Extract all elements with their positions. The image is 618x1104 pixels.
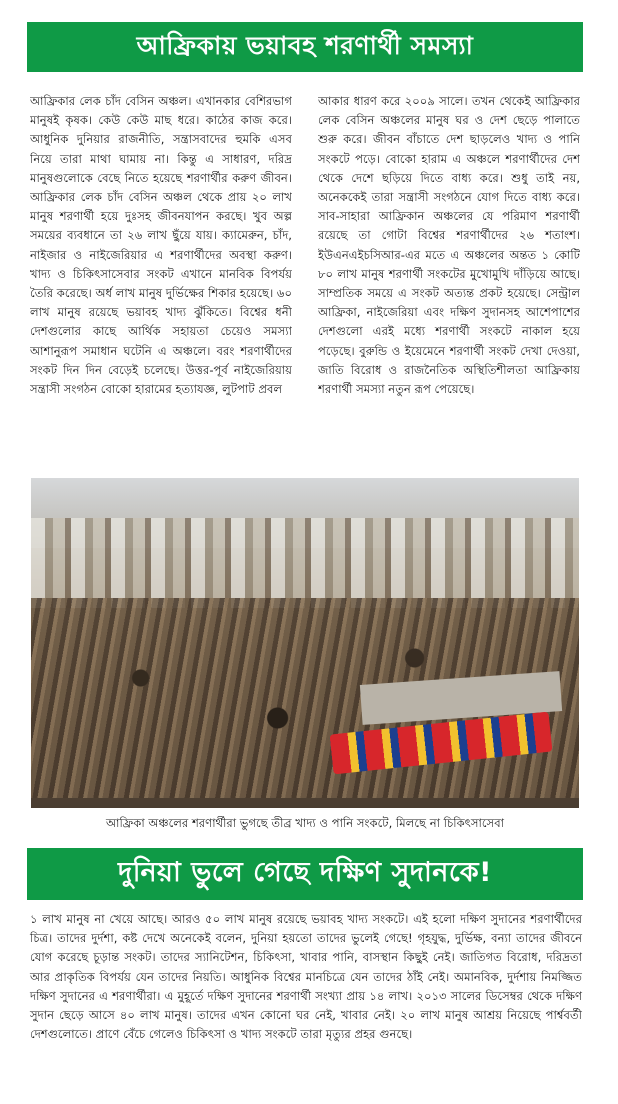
article-columns	[30, 92, 580, 464]
headline-1-text: আফ্রিকায় ভয়াবহ শরণার্থী সমস্যা	[136, 30, 474, 60]
photo-tents	[31, 518, 579, 608]
article-column-right: আকার ধারণ করে ২০০৯ সালে। তখন থেকেই আফ্রিকার লেক বেসিন অঞ্চলের মানুষ ঘর ও দেশ ছেড়ে পালাতে শুরু করে। জীবন বাঁচাতে দেশ ছাড়লেও খাদ্য ও পানি সংকটে পড়ে। বোকো হারাম এ অঞ্চলে শরণার্থীদের দেশ থেকে দেশে ছড়িয়ে দিতে বাধ্য করে। শুধু তাই নয়, অনেককেই তারা সন্ত্রাসী সংগঠনে যোগ দিতে বাধ্য করে। সাব-সাহারা আফ্রিকান অঞ্চলের যে পরিমাণ শরণার্থী রয়েছে তা গোটা বিশ্বের শরণার্থীদের ২৬ শতাংশ। ইউএনএইচসিআর-এর মতে এ অঞ্চলের অন্তত ১ কোটি ৮০ লাখ মানুষ শরণার্থী সংকটের মুখোমুখি দাঁড়িয়ে আছে। সাম্প্রতিক সময়ে এ সংকট অত্যন্ত প্রকট হয়েছে। সেন্ট্রাল আফ্রিকা, নাইজেরিয়া এবং দক্ষিণ সুদানসহ আশেপাশের দেশগুলো এরই মধ্যে শরণার্থী সংকটে নাকাল হয়ে পড়েছে। বুরুন্ডি ও ইয়েমেনে শরণার্থী সংকট দেখা দেওয়া, জাতি বিরোধ ও রাজনৈতিক অস্থিতিশীলতা আফ্রিকায় শরণার্থী সমস্যা নতুন রূপ পেয়েছে।	[318, 94, 580, 397]
article-column-left: আফ্রিকার লেক চাঁদ বেসিন অঞ্চল। এখানকার বেশিরভাগ মানুষই কৃষক। কেউ কেউ মাছ ধরে। কাঠের কাজ করে। আধুনিক দুনিয়ার রাজনীতি, সন্ত্রাসবাদের হুমকি এসব নিয়ে তারা মাথা ঘামায় না। কিন্তু এ সাধারণ, দরিদ্র মানুষগুলোকে বেছে নিতে হয়েছে শরণার্থীর করুণ জীবন। আফ্রিকার লেক চাঁদ বেসিন অঞ্চল থেকে প্রায় ২০ লাখ মানুষ শরণার্থী হয়ে দুঃসহ জীবনযাপন করছে। খুব অল্প সময়ের ব্যবধানে তা ২৬ লাখ ছুঁয়ে যায়। ক্যামেরুন, চাঁদ, নাইজার ও নাইজেরিয়ার এ শরণার্থীদের অবস্থা করুণ। খাদ্য ও চিকিৎসাসেবার সংকট এখানে মানবিক বিপর্যয় তৈরি করেছে। অর্ধ লাখ মানুষ দুর্ভিক্ষের শিকার হয়েছে। ৬০ লাখ মানুষ রয়েছে ভয়াবহ খাদ্য ঝুঁকিতে। বিশ্বের ধনী দেশগুলোর কাছে আর্থিক সহায়তা চেয়েও সমস্যা আশানুরূপ সমাধান ঘটেনি এ অঞ্চলে। বরং শরণার্থীদের সংকট দিন দিন বেড়েই চলেছে। উত্তর-পূর্ব নাইজেরিয়ায় সন্ত্রাসী সংগঠন বোকো হারামের হত্যাযজ্ঞ, লুটপাট প্রবল	[30, 94, 292, 397]
south-sudan-paragraph: ১ লাখ মানুষ না খেয়ে আছে। আরও ৫০ লাখ মানুষ রয়েছে ভয়াবহ খাদ্য সংকটে। এই হলো দক্ষিণ সুদানের শরণার্থীদের চিত্র। তাদের দুর্দশা, কষ্ট দেখে অনেকেই বলেন, দুনিয়া হয়তো তাদের ভুলেই গেছে! গৃহযুদ্ধ, দুর্ভিক্ষ, বন্যা তাদের জীবনে যোগ করেছে চূড়ান্ত সংকট। তাদের স্যানিটেশন, চিকিৎসা, খাবার পানি, বাসস্থান কিছুই নেই। জাতিগত বিরোধ, দরিদ্রতা আর প্রাকৃতিক বিপর্যয় যেন তাদের নিয়তি। আধুনিক বিশ্বের মানচিত্রে যেন তাদের ঠাঁই নেই। অমানবিক, দুর্দশায় নিমজ্জিত দক্ষিণ সুদানের এ শরণার্থীরা। এ মুহূর্তে দক্ষিণ সুদানের শরণার্থী সংখ্যা প্রায় ১৪ লাখ। ২০১৩ সালের ডিসেম্বর থেকে দক্ষিণ সুদান ছেড়ে আসে ৪০ লাখ মানুষ। তাদের এখন কোনো ঘর নেই, খাবার নেই। ২০ লাখ মানুষ আশ্রয় নিয়েছে পার্শ্ববর্তী দেশগুলোতে। প্রাণে বেঁচে গেলেও চিকিৎসা ও খাদ্য সংকটে তারা মৃত্যুর প্রহর গুনছে।	[30, 912, 582, 1042]
headline-2-text: দুনিয়া ভুলে গেছে দক্ষিণ সুদানকে!	[118, 856, 492, 888]
headline-banner-south-sudan	[27, 848, 583, 900]
photo-caption: আফ্রিকা অঞ্চলের শরণার্থীরা ভুগছে তীব্র খাদ্য ও পানি সংকটে, মিলছে না চিকিৎসাসেবা	[105, 816, 505, 830]
refugee-camp-photo	[31, 478, 579, 808]
headline-banner-refugee-crisis	[27, 22, 583, 72]
